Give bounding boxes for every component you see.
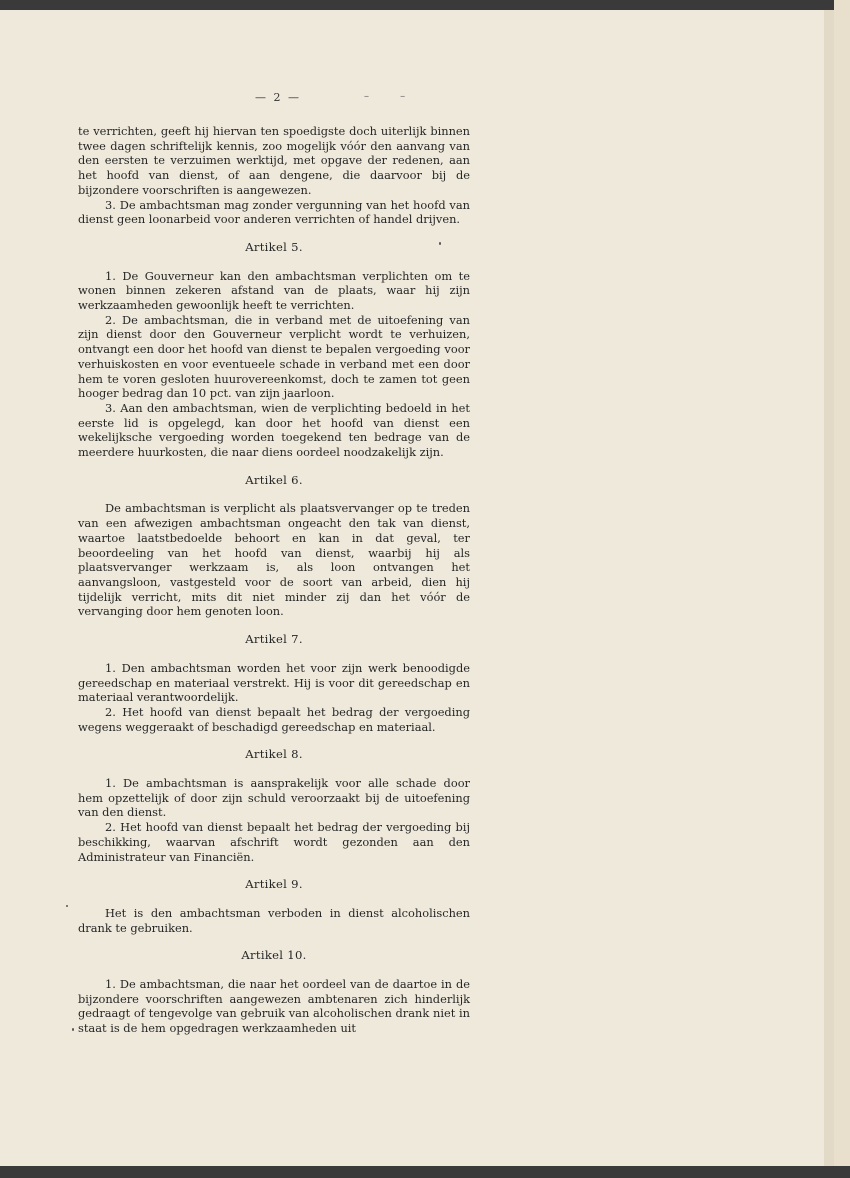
- scan-border: [0, 1166, 850, 1178]
- paragraph: 3. De ambachtsman mag zonder vergunning van het hoofd van dienst geen loonarbeid voor anderen verrichten of handel drijven.: [78, 197, 470, 227]
- article-heading: Artikel 8.: [245, 747, 303, 762]
- next-page-edge: [834, 0, 850, 1178]
- paragraph: 1. De Gouverneur kan den ambachtsman verplichten om te wonen binnen zekeren afstand van de plaats, waar hij zijn werkzaamheden gewoonlijk heeft te verrichten.: [78, 268, 470, 313]
- article-heading: Artikel 10.: [241, 948, 307, 963]
- paragraph: 1. Den ambachtsman worden het voor zijn werk benoodigde gereedschap en materiaal verstrekt. Hij is voor dit gereedschap en materiaal verantwoordelijk.: [78, 660, 470, 705]
- paragraph: De ambachtsman is verplicht als plaatsvervanger op te treden van een afwezigen ambachtsman ongeacht den tak van dienst, waartoe laatstbedoelde behoort en kan in dat geval, ter beoordeeling van het hoofd van dienst, waarbij hij als plaatsvervanger werkzaam is, als loon ontvangen het aanvangsloon, vastgesteld voor de soort van arbeid, dien hij tijdelijk verricht, mits dit niet minder zij dan het vóór de vervanging door hem genoten loon.: [78, 501, 470, 619]
- paragraph: te verrichten, geeft hij hiervan ten spoedigste doch uiterlijk binnen twee dagen schriftelijk kennis, zoo mogelijk vóór den aanvang van den eersten te verzuimen werktijd, met opgave der redenen, aan het hoofd van dienst, of aan dengene, die daarvoor bij de bijzondere voorschriften is aangewezen.: [78, 124, 470, 197]
- article-heading: Artikel 5.: [245, 239, 303, 254]
- page-number: — 2 —: [255, 91, 301, 104]
- paragraph: 2. Het hoofd van dienst bepaalt het bedrag der vergoeding wegens weggeraakt of beschadigd gereedschap en materiaal.: [78, 704, 470, 734]
- paragraph: 2. De ambachtsman, die in verband met de uitoefening van zijn dienst door den Gouverneur verplicht wordt te verhuizen, ontvangt een door het hoofd van dienst te bepalen vergoeding voor verhuiskosten en voor eventueele schade in verband met een door hem te voren gesloten huurovereenkomst, doch te zamen tot geen hooger bedrag dan 10 pct. van zijn jaarloon.: [78, 312, 470, 401]
- article-heading: Artikel 7.: [245, 632, 303, 647]
- paragraph: 1. De ambachtsman is aansprakelijk voor alle schade door hem opzettelijk of door zijn schuld veroorzaakt bij de uitoefening van den dienst.: [78, 776, 470, 820]
- paragraph: Het is den ambachtsman verboden in dienst alcoholischen drank te gebruiken.: [78, 905, 470, 935]
- document-body: [78, 124, 470, 1036]
- paragraph: 3. Aan den ambachtsman, wien de verplichting bedoeld in het eerste lid is opgelegd, kan door het hoofd van dienst een wekelijksche vergoeding worden toegekend ten bedrage van de meerdere huurkosten, die naar diens oordeel noodzakelijk zijn.: [78, 400, 470, 460]
- corner-dashes: – –: [364, 91, 420, 102]
- article-heading: Artikel 9.: [245, 877, 303, 892]
- paragraph: 2. Het hoofd van dienst bepaalt het bedrag der vergoeding bij beschikking, waarvan afschrift wordt gezonden aan den Administrateur van Financiën.: [78, 820, 470, 864]
- page-edge: [824, 10, 834, 1166]
- article-heading: Artikel 6.: [245, 472, 303, 487]
- paragraph: 1. De ambachtsman, die naar het oordeel van de daartoe in de bijzondere voorschriften aangewezen ambtenaren zich hinderlijk gedraagt of tengevolge van gebruik van alcoholischen drank niet in staat is de hem opgedragen werkzaamheden uit: [78, 977, 470, 1036]
